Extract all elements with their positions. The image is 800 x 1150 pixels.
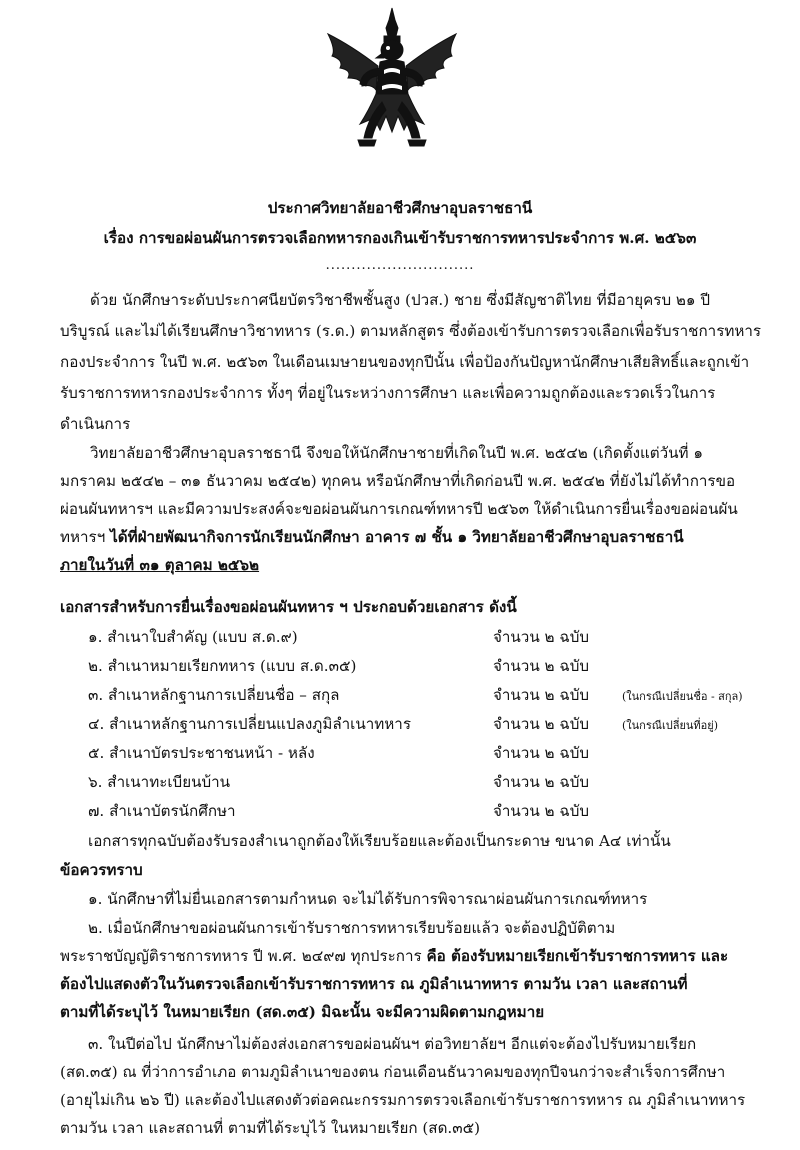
document-item-label: ๒. สำเนาหมายเรียกทหาร (แบบ ส.ด.๓๕) [88,657,357,675]
document-item-qty: จำนวน ๒ ฉบับ [493,744,590,762]
paragraph-2-line-1: วิทยาลัยอาชีวศึกษาอุบลราชธานี จึงขอให้นักศึกษาชายที่เกิดในปี พ.ศ. ๒๕๔๒ (เกิดตั้งแต่วันที่ ๑ [90,444,704,462]
paragraph-2-line-4 [60,527,684,547]
remark-2-line-4: ตามที่ได้ระบุไว้ ในหมายเรียก (สด.๓๕) มิฉะนั้น จะมีความผิดตามกฎหมาย [60,1003,545,1021]
remark-3-line-4: ตามวัน เวลา และสถานที่ ตามที่ได้ระบุไว้ ในหมายเรียก (สด.๓๕) [60,1119,481,1137]
documents-heading: เอกสารสำหรับการยื่นเรื่องขอผ่อนผันทหาร ฯ ประกอบด้วยเอกสาร ดังนี้ [60,598,517,616]
remark-2-line-2 [60,946,728,966]
document-item-qty: จำนวน ๒ ฉบับ [493,802,590,820]
submission-location: ได้ที่ฝ่ายพัฒนากิจการนักเรียนนักศึกษา อาคาร ๗ ชั้น ๑ วิทยาลัยอาชีวศึกษาอุบลราชธานี [110,528,684,546]
paragraph-1-line-4: รับราชการทหารกองประจำการ ทั้งๆ ที่อยู่ในระหว่างการศึกษา และเพื่อความถูกต้องและรวดเร็วในการ [60,384,716,402]
document-item-label: ๗. สำเนาบัตรนักศึกษา [88,802,236,820]
document-item-label: ๓. สำเนาหลักฐานการเปลี่ยนชื่อ – สกุล [88,686,340,704]
document-item-label: ๔. สำเนาหลักฐานการเปลี่ยนแปลงภูมิลำเนาทหาร [88,715,411,733]
document-item-label: ๕. สำเนาบัตรประชาชนหน้า - หลัง [88,744,315,762]
remark-2-line-2-bold: คือ ต้องรับหมายเรียกเข้ารับราชการทหาร และ [426,947,729,965]
paragraph-1-line-3: กองประจำการ ในปี พ.ศ. ๒๕๖๓ ในเดือนเมษายนของทุกปีนั้น เพื่อป้องกันปัญหานักศึกษาเสียสิทธิ์และถูกเข้า [60,353,750,371]
document-item-qty: จำนวน ๒ ฉบับ [493,715,590,733]
document-item-note: (ในกรณีเปลี่ยนที่อยู่) [622,719,718,732]
announcement-subject: เรื่อง การขอผ่อนผันการตรวจเลือกทหารกองเกินเข้ารับราชการทหารประจำการ พ.ศ. ๒๕๖๓ [103,229,697,247]
remark-3-line-3: (อายุไม่เกิน ๒๖ ปี) และต้องไปแสดงตัวต่อคณะกรรมการตรวจเลือกเข้ารับราชการทหาร ณ ภูมิลำเนาทหาร [60,1091,746,1109]
paragraph-1-line-1: ด้วย นักศึกษาระดับประกาศนียบัตรวิชาชีพชั้นสูง (ปวส.) ชาย ซึ่งมีสัญชาติไทย ที่มีอายุครบ ๒๑ ปี [90,291,711,309]
remark-2-line-2-normal: พระราชบัญญัติราชการทหาร ปี พ.ศ. ๒๔๙๗ ทุกประการ [60,947,427,965]
announcement-title: ประกาศวิทยาลัยอาชีวศึกษาอุบลราชธานี [267,199,533,217]
paragraph-2-line-2: มกราคม ๒๕๔๒ – ๓๑ ธันวาคม ๒๕๔๒) ทุกคน หรือนักศึกษาที่เกิดก่อนปี พ.ศ. ๒๕๔๒ ที่ยังไม่ได้ทำการขอ [60,472,736,490]
paragraph-1-line-2: บริบูรณ์ และไม่ได้เรียนศึกษาวิชาทหาร (ร.ด.) ตามหลักสูตร ซึ่งต้องเข้ารับการตรวจเลือกเพื่อรับราชการทหาร [60,322,762,340]
title-separator: ............................. [325,258,475,273]
document-item-label: ๑. สำเนาใบสำคัญ (แบบ ส.ด.๙) [88,628,298,646]
remark-2-line-1: ๒. เมื่อนักศึกษาขอผ่อนผันการเข้ารับราชการทหารเรียบร้อยแล้ว จะต้องปฏิบัติตาม [88,919,616,937]
paragraph-1-line-5: ดำเนินการ [60,415,131,433]
submission-deadline: ภายในวันที่ ๓๑ ตุลาคม ๒๕๖๒ [60,556,260,574]
document-item-qty: จำนวน ๒ ฉบับ [493,773,590,791]
remarks-heading: ข้อควรทราบ [60,861,143,879]
paragraph-2-line-3: ผ่อนผันทหารฯ และมีความประสงค์จะขอผ่อนผันการเกณฑ์ทหารปี ๒๕๖๓ ให้ดำเนินการยื่นเรื่องขอผ่อนผัน [60,500,738,518]
document-item-note: (ในกรณีเปลี่ยนชื่อ - สกุล) [622,690,743,703]
remark-1: ๑. นักศึกษาที่ไม่ยื่นเอกสารตามกำหนด จะไม่ได้รับการพิจารณาผ่อนผันการเกณฑ์ทหาร [88,890,648,908]
document-item-qty: จำนวน ๒ ฉบับ [493,628,590,646]
documents-note: เอกสารทุกฉบับต้องรับรองสำเนาถูกต้องให้เรียบร้อยและต้องเป็นกระดาษ ขนาด A๔ เท่านั้น [88,832,671,850]
garuda-emblem-icon [322,6,462,154]
remark-3-line-2: (สด.๓๕) ณ ที่ว่าการอำเภอ ตามภูมิลำเนาของตน ก่อนเดือนธันวาคมของทุกปีจนกว่าจะสำเร็จการศึกษา [60,1063,726,1081]
remark-2-line-3: ต้องไปแสดงตัวในวันตรวจเลือกเข้ารับราชการทหาร ณ ภูมิลำเนาทหาร ตามวัน เวลา และสถานที่ [60,975,688,993]
document-item-qty: จำนวน ๒ ฉบับ [493,686,590,704]
paragraph-2-line-4-normal: ทหารฯ [60,528,111,546]
document-item-label: ๖. สำเนาทะเบียนบ้าน [88,773,231,791]
document-item-qty: จำนวน ๒ ฉบับ [493,657,590,675]
remark-3-line-1: ๓. ในปีต่อไป นักศึกษาไม่ต้องส่งเอกสารขอผ่อนผันฯ ต่อวิทยาลัยฯ อีกแต่จะต้องไปรับหมายเรียก [88,1035,697,1053]
